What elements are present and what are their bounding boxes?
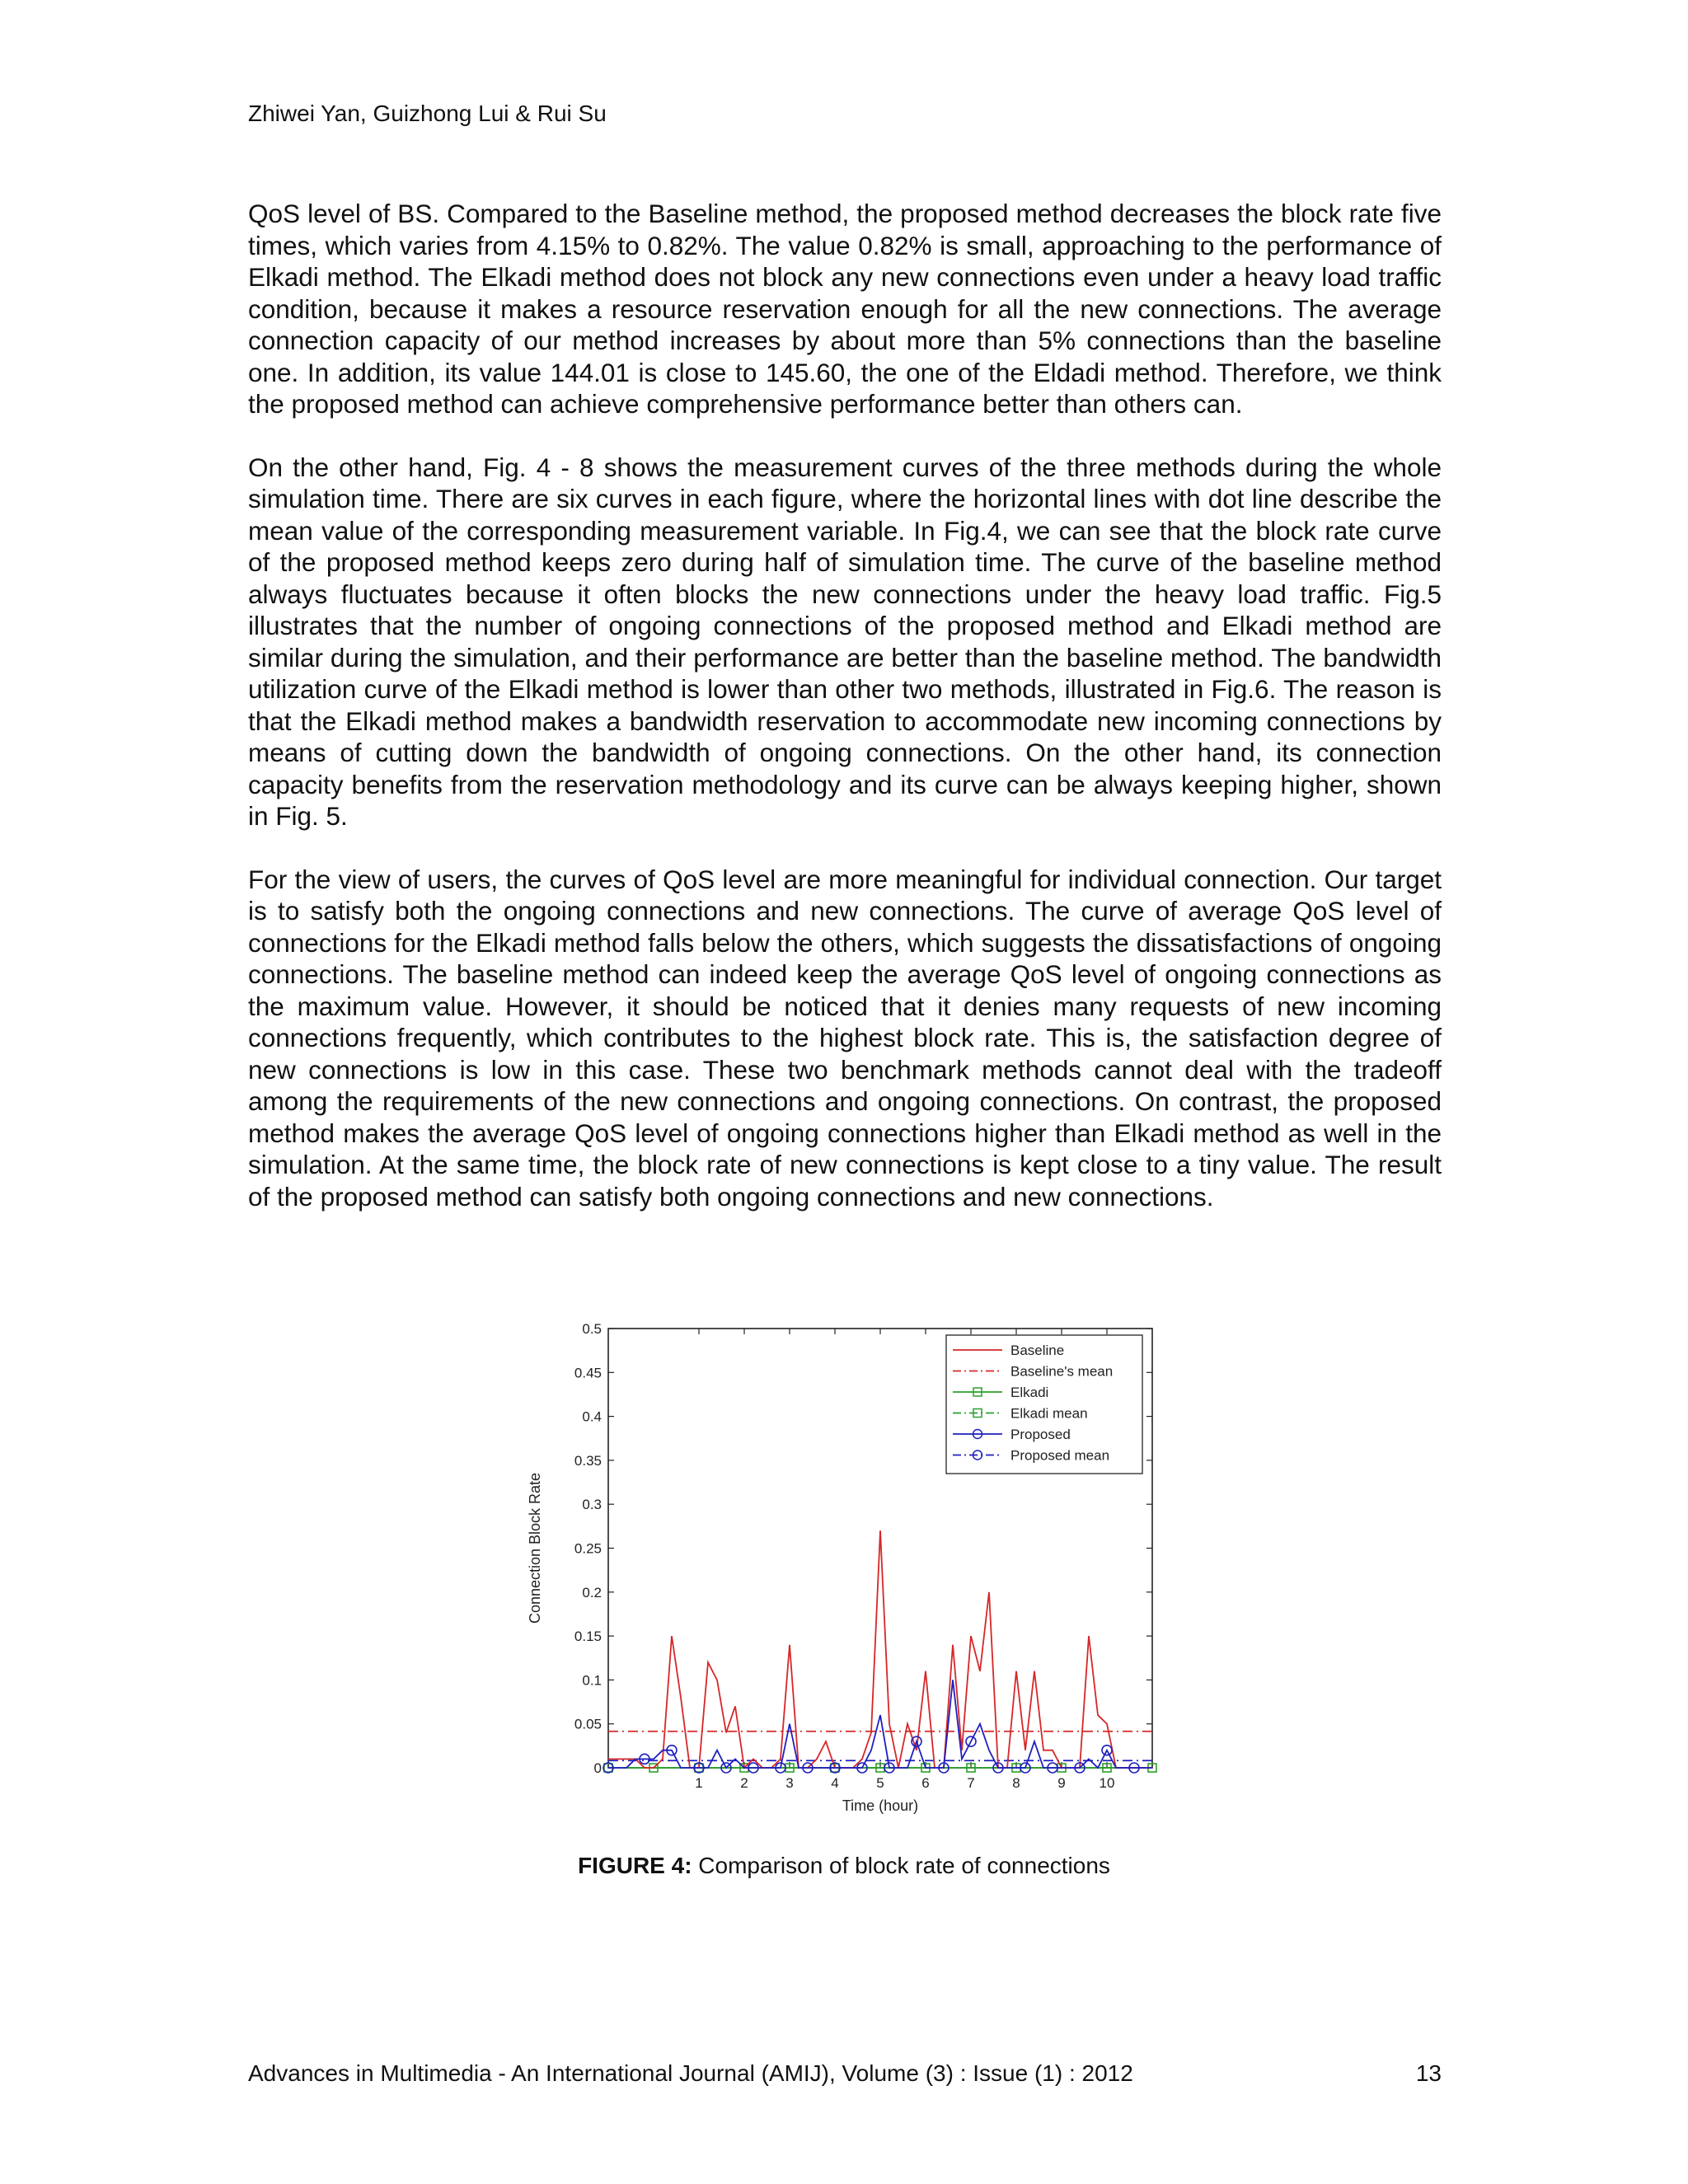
y-tick-label: 0.2 <box>582 1584 602 1601</box>
paragraph: For the view of users, the curves of QoS level are more meaningful for individual connection. Our target is to satisfy both the ongoing connections and new connections. The curve of average QoS level of connections for the Elkadi method falls below the others, which suggests the dissatisfactions of ongoing connections. The baseline method can indeed keep the average QoS level of ongoing connections as the maximum value. However, it should be noticed that it denies many requests of new incoming connections frequently, which contributes to the highest block rate. This is, the satisfaction degree of new connections is low in this case. These two benchmark methods cannot deal with the tradeoff among the requirements of the new connections and ongoing connections. On contrast, the proposed method makes the average QoS level of ongoing connections higher than Elkadi method as well in the simulation. At the same time, the block rate of new connections is kept close to a tiny value. The result of the proposed method can satisfy both ongoing connections and new connections. <box>248 864 1442 1212</box>
x-axis-label: Time (hour) <box>842 1797 919 1814</box>
x-tick-label: 5 <box>876 1775 884 1791</box>
baseline-line <box>608 1530 1152 1768</box>
legend-label: Baseline <box>1010 1343 1065 1358</box>
legend-label: Proposed <box>1010 1427 1071 1442</box>
x-tick-label: 7 <box>967 1775 975 1791</box>
legend-label: Elkadi mean <box>1010 1405 1088 1422</box>
x-tick-label: 4 <box>831 1775 839 1791</box>
legend-label: Proposed mean <box>1010 1447 1110 1464</box>
running-header: Zhiwei Yan, Guizhong Lui & Rui Su <box>248 101 607 126</box>
legend-label: Elkadi <box>1010 1385 1049 1400</box>
body-text <box>248 198 1442 1244</box>
x-tick-label: 1 <box>695 1775 703 1791</box>
y-tick-label: 0.3 <box>582 1497 602 1513</box>
x-tick-label: 3 <box>785 1775 794 1791</box>
y-tick-label: 0.1 <box>582 1672 602 1689</box>
x-tick-label: 6 <box>921 1775 930 1791</box>
legend-label: Baseline's mean <box>1010 1363 1114 1380</box>
y-tick-label: 0 <box>593 1760 602 1776</box>
page-number: 13 <box>1415 2060 1442 2086</box>
block-rate-chart <box>519 1310 1170 1838</box>
x-tick-label: 2 <box>740 1775 748 1791</box>
figure-caption <box>0 1853 1688 1879</box>
proposed-line <box>608 1680 1152 1768</box>
y-tick-label: 0.5 <box>582 1321 602 1337</box>
paragraph: QoS level of BS. Compared to the Baseline method, the proposed method decreases the block rate five times, which varies from 4.15% to 0.82%. The value 0.82% is small, approaching to the performance of Elkadi method. The Elkadi method does not block any new connections even under a heavy load traffic condition, because it makes a resource reservation enough for all the new connections. The average connection capacity of our method increases by about more than 5% connections than the baseline one. In addition, its value 144.01 is close to 145.60, the one of the Eldadi method. Therefore, we think the proposed method can achieve comprehensive performance better than others can. <box>248 199 1442 419</box>
y-axis-label: Connection Block Rate <box>527 1472 543 1624</box>
y-tick-label: 0.25 <box>574 1540 602 1557</box>
figure-caption-text: Comparison of block rate of connections <box>692 1853 1110 1878</box>
journal-citation: Advances in Multimedia - An International Journal (AMIJ), Volume (3) : Issue (1) : 2012 <box>248 2060 1133 2086</box>
y-tick-label: 0.35 <box>574 1452 602 1469</box>
page-footer <box>248 2060 1442 2087</box>
y-tick-label: 0.15 <box>574 1629 602 1645</box>
paragraph: On the other hand, Fig. 4 - 8 shows the measurement curves of the three methods during the whole simulation time. There are six curves in each figure, where the horizontal lines with dot line describe the mean value of the corresponding measurement variable. In Fig.4, we can see that the block rate curve of the proposed method keeps zero during half of simulation time. The curve of the baseline method always fluctuates because it often blocks the new connections under the heavy load traffic. Fig.5 illustrates that the number of ongoing connections of the proposed method and Elkadi method are similar during the simulation, and their performance are better than the baseline method. The bandwidth utilization curve of the Elkadi method is lower than other two methods, illustrated in Fig.6. The reason is that the Elkadi method makes a bandwidth reservation to accommodate new incoming connections by means of cutting down the bandwidth of ongoing connections. On the other hand, its connection capacity benefits from the reservation methodology and its curve can be always keeping higher, shown in Fig. 5. <box>248 452 1442 831</box>
y-tick-label: 0.45 <box>574 1365 602 1381</box>
x-tick-label: 10 <box>1099 1775 1115 1791</box>
y-tick-label: 0.05 <box>574 1716 602 1732</box>
figure-label: FIGURE 4: <box>578 1853 692 1878</box>
y-tick-label: 0.4 <box>582 1408 602 1425</box>
x-tick-label: 9 <box>1057 1775 1066 1791</box>
figure-4 <box>519 1310 1170 1838</box>
x-tick-label: 8 <box>1012 1775 1020 1791</box>
